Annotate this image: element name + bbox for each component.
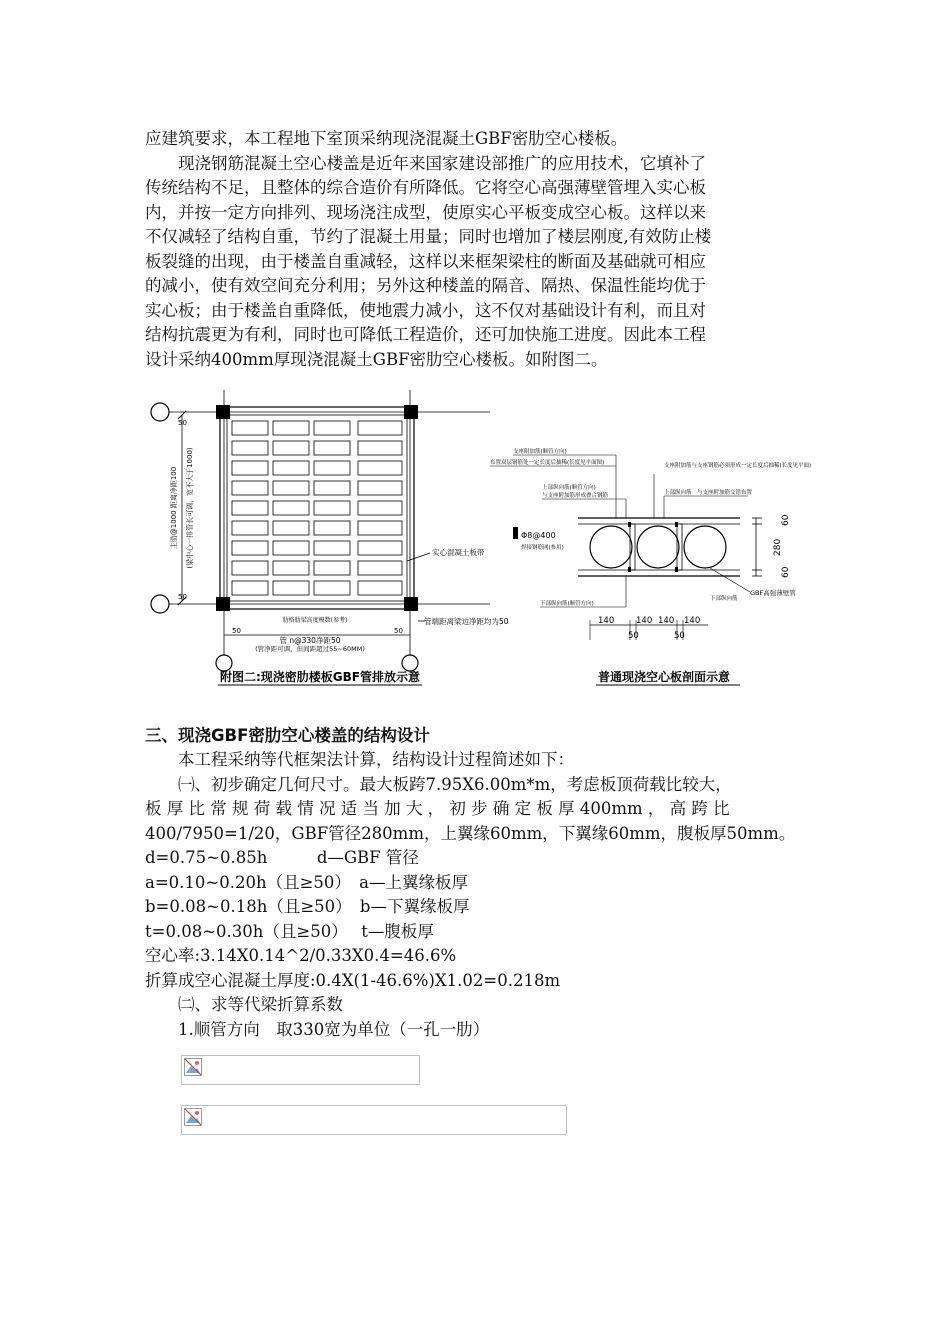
text-line: 本工程采纳等代框架法计算，结构设计过程简述如下： [145, 750, 574, 769]
intro-paragraph [145, 127, 807, 372]
gbf-pipe-rect [314, 481, 350, 495]
dim-50a: 50 [232, 627, 241, 635]
text-line: 应建筑要求，本工程地下室顶采纳现浇混凝土GBF密肋空心楼板。 [145, 129, 628, 148]
gbf-pipe-rect [358, 521, 402, 535]
text-line: 1.顺管方向 取330宽为单位（一孔一肋） [145, 1019, 490, 1039]
gbf-pipe-rect [232, 561, 268, 575]
gbf-pipe [590, 526, 632, 568]
gbf-pipe-rect [273, 541, 309, 555]
gbf-pipe-rect [314, 421, 350, 435]
figure-caption-right: 普通现浇空心板剖面示意 [598, 670, 731, 684]
dim-bottom: 管 n@330净距50 [279, 636, 341, 645]
text-line: 现浇钢筋混凝土空心楼盖是近年来国家建设部推广的应用技术，它填补了 [145, 153, 706, 173]
gbf-pipe-rect [273, 521, 309, 535]
dim-140: 140 [636, 616, 653, 626]
axis-bubble-top-left [151, 403, 169, 421]
column-mark [404, 405, 418, 419]
gbf-pipe-rect [358, 561, 402, 575]
text-line: 的减小，使有效空间充分利用；另外这种楼盖的隔音、隔热、保温性能均优于 [145, 276, 706, 295]
dim-left: 主肋@1000 距离净距100 [170, 466, 178, 550]
text-line: 折算成空心混凝土厚度:0.4X(1-46.6%)X1.02=0.218m [145, 970, 561, 990]
text-line: d=0.75~0.85h d—GBF 管径 [145, 848, 419, 867]
gbf-pipe-rect [273, 441, 309, 455]
dim-50: 50 [178, 593, 187, 601]
gbf-pipe-rect [232, 581, 268, 595]
gbf-pipe-rect [358, 501, 402, 515]
gbf-pipe-rect [273, 561, 309, 575]
gbf-pipe-rect [232, 521, 268, 535]
rebar-note: 焊接钢筋网(参用) [521, 545, 564, 551]
text-line: 板 厚 比 常 规 荷 载 情 况 适 当 加 大 ， 初 步 确 定 板 厚 400mm ， 高 跨 比 [145, 799, 730, 818]
dim-bottom-note: (管净距可调，但间距超过55~60MM) [255, 645, 365, 653]
gbf-pipe-rect [273, 421, 309, 435]
dim-50: 50 [628, 631, 639, 641]
text-line: ㈠、初步确定几何尺寸。最大板跨7.95X6.00m*m，考虑板顶荷载比较大， [145, 774, 732, 794]
dim-50: 50 [674, 631, 685, 641]
dim-60a: 60 [781, 514, 791, 526]
annotation: 与支座附加筋形成叠合钢筋 [542, 493, 609, 499]
annotation: 下部纵向筋(顺管方向) [540, 601, 594, 607]
gbf-pipe [684, 526, 726, 568]
annotation-gbf: GBF高强薄壁管 [750, 589, 796, 597]
dim-280: 280 [773, 538, 783, 556]
dim-60b: 60 [781, 566, 791, 578]
label-solid-strip: 实心混凝土板带 [432, 548, 485, 557]
gbf-pipe-rect [232, 501, 268, 515]
text-line: b=0.08~0.18h（且≥50） b—下翼缘板厚 [145, 897, 470, 916]
design-paragraph [145, 748, 807, 1042]
gbf-pipe-rect [358, 581, 402, 595]
gbf-pipe-rect [232, 481, 268, 495]
gbf-pipe [637, 526, 679, 568]
gbf-pipe-rect [232, 461, 268, 475]
dim-140: 140 [684, 616, 701, 626]
text-line: 设计采纳400mm厚现浇混凝土GBF密肋空心楼板。如附图二。 [145, 349, 608, 369]
gbf-pipe-rect [358, 481, 402, 495]
broken-image-icon [184, 1108, 202, 1126]
text-line: 传统结构不足，且整体的综合造价有所降低。它将空心高强薄壁管埋入实心板 [145, 178, 706, 197]
formula-image-placeholder [181, 1105, 567, 1135]
gbf-pipe-rect [232, 541, 268, 555]
figure-gbf-layout-plan [150, 385, 509, 690]
gbf-pipe-rect [232, 421, 268, 435]
dim-140: 140 [658, 616, 675, 626]
annotation: 下部纵向筋 [710, 596, 738, 602]
text-line: 实心板；由于楼盖自重降低，使地震力减小，这不仅对基础设计有利，而且对 [145, 300, 706, 320]
gbf-pipe-rect [273, 581, 309, 595]
broken-image-icon [184, 1058, 202, 1076]
gbf-pipe-rect [232, 441, 268, 455]
dim-50b: 50 [394, 627, 403, 635]
figure-slab-section [478, 430, 812, 695]
gbf-pipe-rect [358, 441, 402, 455]
annotation: 上部纵向筋(顺管方向) [542, 485, 596, 491]
text-line: a=0.10~0.20h（且≥50） a—上翼缘板厚 [145, 872, 468, 892]
gbf-pipe-rect [314, 541, 350, 555]
text-line: t=0.08~0.30h（且≥50） t—腹板厚 [145, 921, 434, 941]
rebar-label: Φ8@400 [521, 531, 556, 540]
text-line: 不仅减轻了结构自重，节约了混凝土用量；同时也增加了楼层刚度,有效防止楼 [145, 227, 712, 246]
annotation: 支座附加筋(顺管方向) [513, 449, 567, 455]
label-spacing: 管端距离梁边净距均为50 [424, 617, 509, 626]
text-line: 板裂缝的出现，由于楼盖自重减轻，这样以来框架梁柱的断面及基础就可相应 [145, 251, 706, 271]
dim-left-note: (梁中心一排管长可调，宽不大于1000) [186, 447, 194, 569]
axis-bubble-bottom-left [151, 595, 169, 613]
text-line: 400/7950=1/20，GBF管径280mm，上翼缘60mm，下翼缘60mm，腹板厚50mm。 [145, 823, 796, 843]
column-mark [404, 597, 418, 611]
gbf-pipe-rect [273, 481, 309, 495]
formula-image-placeholder [181, 1055, 420, 1085]
axis-bubble-bottom-1 [216, 655, 232, 671]
gbf-pipe-rect [358, 541, 402, 555]
section-heading: 三、现浇GBF密肋空心楼盖的结构设计 [145, 726, 430, 745]
text-line: ㈡、求等代梁折算系数 [145, 995, 343, 1014]
text-line: 空心率:3.14X0.14^2/0.33X0.4=46.6% [145, 946, 457, 965]
column-mark [216, 405, 230, 419]
column-mark [216, 597, 230, 611]
figure-caption-left: 附图二:现浇密肋楼板GBF管排放示意 [220, 670, 420, 684]
gbf-pipe-rect [273, 501, 309, 515]
text-line: 内，并按一定方向排列、现场浇注成型，使原实心平板变成空心板。这样以来 [145, 202, 706, 222]
axis-bubble-bottom-2 [402, 655, 418, 671]
gbf-pipe-grid [232, 421, 402, 595]
small-note: 肋格肋梁高度模数(参考) [282, 617, 348, 624]
gbf-pipe-rect [314, 441, 350, 455]
gbf-pipe-rect [314, 501, 350, 515]
annotation: 布置双层钢筋处一定长度后抽稀(长度见平面图) [490, 460, 605, 466]
dim-140: 140 [598, 616, 615, 626]
gbf-pipe-rect [314, 461, 350, 475]
gbf-pipe-rect [314, 561, 350, 575]
gbf-pipe-rect [358, 461, 402, 475]
gbf-pipe-rect [314, 581, 350, 595]
annotation: 上部纵向筋 与支座附加筋交错布置 [664, 490, 753, 496]
text-line: 结构抗震更为有利，同时也可降低工程造价，还可加快施工进度。因此本工程 [145, 325, 706, 344]
gbf-pipe-rect [358, 421, 402, 435]
gbf-pipe-rect [314, 521, 350, 535]
gbf-pipe-rect [273, 461, 309, 475]
dim-50: 50 [178, 419, 187, 427]
annotation: 支座附加筋与支座钢筋必须形成一定长度后抽稀(长度见平面) [664, 463, 812, 469]
